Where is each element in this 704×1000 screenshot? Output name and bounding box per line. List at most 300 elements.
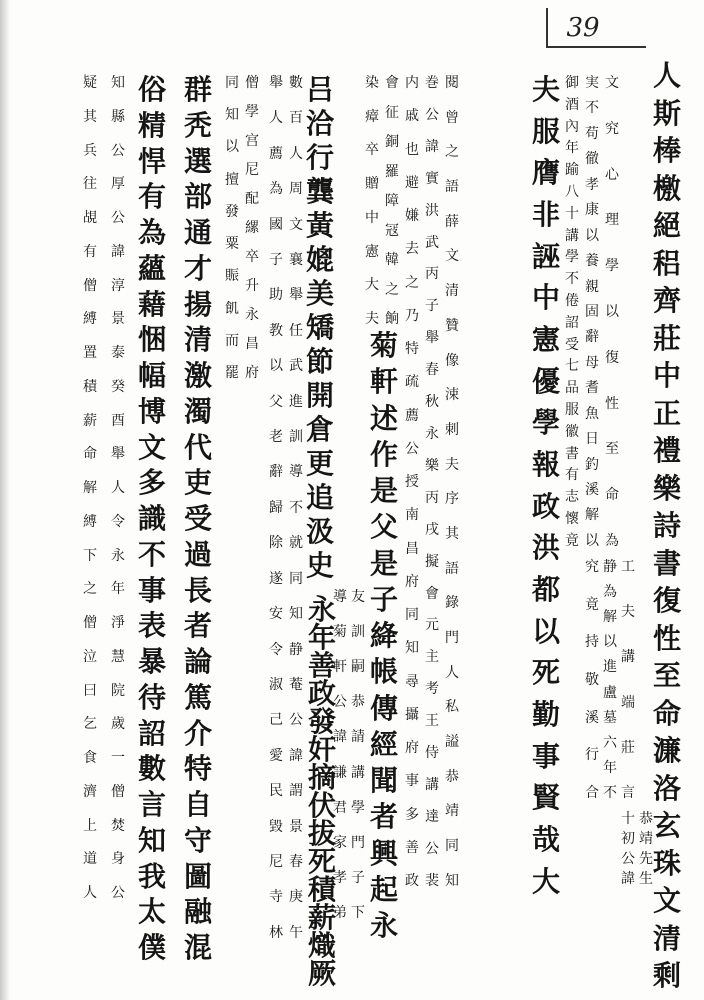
glyph: 遂 (269, 570, 283, 587)
glyph: 武 (289, 358, 303, 375)
glyph: 御 (565, 75, 579, 91)
glyph: 永 (369, 909, 398, 942)
glyph: 熾 (307, 929, 336, 962)
glyph: 春 (289, 853, 303, 870)
glyph: 知 (405, 640, 419, 657)
glyph: 事 (405, 773, 419, 790)
glyph: 激 (183, 359, 212, 392)
glyph: 俗 (137, 73, 166, 106)
glyph: 飢 (225, 300, 239, 317)
glyph: 膺 (531, 156, 560, 190)
glyph: 志 (565, 489, 579, 506)
glyph: 墓 (603, 709, 617, 726)
text-column-14 (528, 73, 564, 898)
glyph: 導 (333, 589, 347, 605)
glyph: 發 (225, 203, 239, 220)
glyph: 進 (289, 393, 303, 410)
glyph: 至 (652, 659, 681, 692)
glyph: 諱 (425, 138, 439, 155)
glyph: 幅 (137, 359, 166, 392)
glyph: 訓 (289, 429, 303, 446)
glyph: 性 (652, 621, 681, 655)
glyph: 請 (351, 729, 365, 746)
glyph: 閱 (445, 75, 459, 91)
glyph: 軒 (369, 365, 398, 399)
text-column-21 (265, 76, 287, 940)
glyph: 優 (531, 364, 560, 398)
glyph: 曾 (445, 109, 459, 126)
glyph: 薪 (307, 901, 336, 934)
text-column-24 (221, 76, 243, 380)
text-column-9 (441, 76, 463, 888)
glyph: 宫 (245, 133, 259, 149)
glyph: 慧 (111, 648, 125, 665)
glyph: 性 (605, 395, 619, 412)
glyph: 配 (245, 191, 259, 207)
glyph: 行 (305, 141, 334, 174)
glyph: 謂 (289, 783, 303, 800)
glyph: 憲 (365, 243, 379, 260)
glyph: 言 (621, 784, 635, 801)
glyph: 稆 (652, 246, 681, 280)
glyph: 勤 (531, 698, 560, 732)
glyph: 述 (369, 401, 398, 435)
text-column-27 (79, 76, 101, 900)
glyph: 錄 (445, 595, 459, 612)
glyph: 語 (445, 560, 459, 577)
glyph: 昌 (245, 336, 259, 352)
glyph: 淳 (111, 277, 125, 294)
glyph: 為 (269, 181, 283, 198)
glyph: 品 (565, 380, 579, 397)
glyph: 學 (605, 258, 619, 275)
glyph: 不 (289, 499, 303, 516)
glyph: 林 (269, 924, 283, 941)
glyph: 是 (369, 474, 398, 507)
glyph: 靖 (445, 803, 459, 820)
glyph: 年 (307, 621, 336, 654)
glyph: 中 (365, 209, 379, 226)
glyph: 年 (111, 581, 125, 598)
glyph: 文 (652, 884, 681, 917)
glyph: 染 (365, 75, 379, 91)
glyph: 通 (183, 216, 212, 249)
glyph: 七 (565, 358, 579, 375)
glyph: 十 (565, 205, 579, 222)
glyph: 辭 (269, 464, 283, 481)
glyph: 侍 (425, 745, 439, 762)
glyph: 進 (603, 659, 617, 676)
glyph: 府 (405, 740, 419, 756)
glyph: 助 (269, 287, 283, 304)
glyph: 諱 (111, 243, 125, 260)
glyph: 蘊 (137, 251, 166, 285)
glyph: 發 (307, 705, 336, 738)
glyph: 父 (369, 510, 398, 544)
glyph: 摘 (307, 761, 336, 794)
glyph: 介 (183, 716, 212, 750)
glyph: 史 (305, 549, 334, 582)
glyph: 受 (565, 336, 579, 353)
glyph: 子 (269, 252, 283, 269)
glyph: 景 (111, 311, 125, 328)
glyph: 賑 (225, 268, 239, 285)
glyph: 内 (405, 75, 419, 91)
glyph: 老 (269, 429, 283, 446)
glyph: 人 (83, 885, 97, 901)
glyph: 合 (585, 784, 599, 801)
glyph: 者 (369, 800, 398, 834)
glyph: 珠 (652, 846, 681, 880)
glyph: 不 (603, 784, 617, 801)
glyph: 特 (183, 752, 212, 786)
glyph: 正 (652, 396, 681, 430)
glyph: 斯 (652, 96, 681, 130)
glyph: 道 (83, 851, 97, 868)
glyph: 美 (305, 277, 334, 310)
glyph: 徽 (565, 423, 579, 440)
glyph: 都 (531, 573, 560, 607)
glyph: 公 (111, 142, 125, 159)
glyph: 菊 (333, 624, 347, 641)
glyph: 釣 (585, 456, 599, 473)
glyph: 藉 (137, 287, 166, 321)
glyph: 混 (183, 931, 212, 964)
glyph: 厥 (307, 957, 336, 990)
glyph: 愛 (269, 747, 283, 764)
glyph: 舉 (269, 75, 283, 91)
glyph: 公 (425, 106, 439, 123)
glyph: 年 (565, 140, 579, 157)
glyph: 身 (111, 851, 125, 868)
glyph: 魚 (585, 405, 599, 422)
glyph: 舉 (289, 287, 303, 304)
glyph: 韓 (385, 252, 399, 268)
glyph: 令 (269, 641, 283, 658)
glyph: 解 (585, 507, 599, 524)
glyph: 永 (425, 425, 439, 442)
glyph: 僧 (111, 783, 125, 800)
glyph: 軒 (333, 659, 347, 676)
glyph: 考 (425, 681, 439, 698)
glyph: 像 (445, 352, 459, 369)
glyph: 巻 (425, 75, 439, 91)
glyph: 実 (585, 75, 599, 91)
glyph: 武 (425, 234, 439, 251)
glyph: 乞 (83, 716, 97, 733)
glyph: 至 (605, 441, 619, 458)
glyph: 哉 (531, 823, 560, 857)
glyph: 言 (137, 788, 166, 821)
glyph: 溪 (585, 482, 599, 498)
glyph: 以 (603, 634, 617, 651)
glyph: 酉 (111, 412, 125, 429)
glyph: 詔 (137, 716, 166, 750)
glyph: 達 (425, 808, 439, 825)
glyph: 行 (585, 747, 599, 764)
glyph: 乃 (405, 307, 419, 324)
glyph: 知 (225, 107, 239, 124)
glyph: 理 (605, 212, 619, 229)
glyph: 絳 (369, 619, 398, 652)
glyph: 周 (289, 181, 303, 198)
glyph: 府 (405, 573, 419, 590)
glyph: 節 (305, 345, 334, 378)
glyph: 淨 (111, 615, 125, 631)
glyph: 文 (137, 430, 166, 464)
glyph: 庚 (289, 889, 303, 906)
glyph: 不 (585, 100, 599, 117)
glyph: 疑 (83, 75, 97, 91)
glyph: 服 (565, 401, 579, 418)
glyph: 精 (137, 108, 166, 142)
glyph: 端 (621, 694, 635, 711)
glyph: 論 (183, 645, 212, 678)
glyph: 以 (225, 139, 239, 156)
glyph: 人 (289, 145, 303, 162)
glyph: 導 (289, 464, 303, 481)
glyph: 静 (603, 559, 617, 575)
glyph: 以 (585, 227, 599, 244)
glyph: 王 (425, 713, 439, 730)
glyph: 倦 (565, 292, 579, 309)
text-column-2 (617, 812, 639, 886)
glyph: 恭 (445, 768, 459, 785)
glyph: 善 (405, 839, 419, 856)
glyph: 先 (639, 851, 653, 867)
text-column-20 (285, 76, 307, 940)
glyph: 中 (531, 281, 560, 315)
glyph: 群 (183, 73, 212, 106)
glyph: 同 (225, 75, 239, 91)
glyph: 攝 (405, 706, 419, 723)
glyph: 濟 (83, 783, 97, 800)
glyph: 贊 (445, 317, 459, 334)
glyph: 洛 (652, 771, 681, 805)
glyph: 竟 (565, 532, 579, 549)
glyph: 擅 (225, 171, 239, 188)
glyph: 以 (585, 532, 599, 549)
glyph: 午 (289, 924, 303, 941)
glyph: 大 (365, 277, 379, 294)
glyph: 菴 (289, 676, 303, 693)
glyph: 子 (351, 869, 365, 886)
glyph: 學 (245, 104, 259, 120)
glyph: 戌 (425, 521, 439, 538)
text-column-5 (581, 560, 603, 800)
glyph: 子 (369, 582, 398, 616)
glyph: 裴 (425, 872, 439, 889)
glyph: 征 (385, 104, 399, 121)
text-column-13 (361, 76, 383, 326)
glyph: 踰 (565, 162, 579, 179)
glyph: 冦 (385, 222, 399, 239)
glyph: 洪 (531, 531, 560, 565)
glyph: 為 (137, 216, 166, 249)
glyph: 己 (269, 712, 283, 729)
glyph: 之 (385, 281, 399, 298)
glyph: 過 (183, 537, 212, 571)
glyph: 秋 (425, 394, 439, 411)
glyph: 薦 (269, 145, 283, 162)
glyph: 罷 (225, 364, 239, 381)
glyph: 食 (83, 750, 97, 766)
glyph: 夫 (365, 310, 379, 327)
text-column-22 (180, 73, 216, 964)
glyph: 菊 (369, 329, 398, 362)
glyph: 歲 (111, 716, 125, 733)
glyph: 講 (565, 227, 579, 244)
glyph: 追 (305, 481, 334, 514)
glyph: 以 (531, 614, 560, 648)
glyph: 康 (585, 202, 599, 219)
glyph: 篤 (183, 680, 212, 714)
glyph: 政 (307, 677, 336, 710)
text-column-23 (241, 76, 263, 380)
glyph: 銅 (385, 134, 399, 150)
glyph: 家 (333, 834, 347, 851)
glyph: 太 (137, 895, 166, 929)
glyph: 表 (137, 609, 166, 643)
glyph: 僧 (83, 615, 97, 631)
glyph: 復 (652, 584, 681, 617)
text-column-8 (561, 76, 583, 548)
glyph: 兵 (83, 142, 97, 159)
glyph: 固 (585, 303, 599, 320)
glyph: 禮 (652, 434, 681, 467)
glyph: 父 (269, 393, 283, 410)
glyph: 解 (83, 480, 97, 496)
glyph: 詩 (652, 509, 681, 542)
glyph: 静 (289, 641, 303, 658)
glyph: 院 (111, 682, 125, 699)
glyph: 人 (111, 480, 125, 496)
glyph: 日 (585, 431, 599, 448)
glyph: 數 (289, 75, 303, 91)
glyph: 公 (621, 851, 635, 867)
glyph: 舉 (111, 446, 125, 463)
glyph: 永 (307, 593, 336, 626)
glyph: 吏 (183, 466, 212, 500)
glyph: 傳 (369, 691, 398, 725)
glyph: 汲 (305, 515, 334, 548)
glyph: 絕 (652, 209, 681, 242)
glyph: 授 (405, 474, 419, 490)
glyph: 孝 (333, 869, 347, 886)
glyph: 特 (405, 341, 419, 357)
glyph: 十 (621, 811, 635, 827)
glyph: 清 (652, 921, 681, 955)
glyph: 暴 (137, 645, 166, 678)
glyph: 書 (652, 546, 681, 580)
glyph: 玄 (652, 809, 681, 842)
glyph: 中 (652, 359, 681, 392)
glyph: 多 (405, 806, 419, 823)
glyph: 洪 (425, 202, 439, 219)
glyph: 下 (83, 547, 97, 564)
glyph: 襄 (289, 252, 303, 269)
glyph: 政 (531, 489, 560, 523)
glyph: 講 (621, 649, 635, 666)
glyph: 知 (445, 872, 459, 889)
text-column-11 (401, 76, 423, 888)
glyph: 心 (605, 166, 619, 183)
glyph: 丙 (425, 266, 439, 283)
glyph: 泰 (111, 345, 125, 361)
glyph: 舉 (425, 330, 439, 347)
glyph: 作 (369, 437, 398, 471)
glyph: 帳 (369, 655, 398, 689)
glyph: 文 (445, 248, 459, 265)
glyph: 升 (245, 278, 259, 294)
glyph: 永 (111, 547, 125, 564)
glyph: 更 (305, 447, 334, 480)
glyph: 莊 (621, 739, 635, 756)
glyph: 子 (425, 298, 439, 315)
glyph: 門 (351, 834, 365, 851)
glyph: 公 (111, 885, 125, 901)
glyph: 齊 (652, 284, 681, 317)
glyph: 媲 (305, 243, 334, 276)
glyph: 持 (585, 634, 599, 651)
glyph: 竟 (585, 596, 599, 613)
glyph: 公 (289, 712, 303, 729)
glyph: 洽 (305, 107, 334, 140)
glyph: 書 (565, 445, 579, 462)
glyph: 積 (83, 378, 97, 395)
glyph: 人 (652, 59, 681, 92)
glyph: 夫 (445, 456, 459, 473)
glyph: 丙 (425, 489, 439, 506)
glyph: 卒 (365, 142, 379, 159)
glyph: 棒 (652, 134, 681, 167)
glyph: 訓 (351, 624, 365, 641)
glyph: 羅 (385, 163, 399, 180)
glyph: 盧 (603, 684, 617, 701)
text-column-12 (381, 76, 403, 326)
glyph: 命 (605, 487, 619, 504)
glyph: 百 (289, 110, 303, 127)
glyph: 憲 (531, 323, 560, 357)
glyph: 縲 (245, 220, 259, 236)
glyph: 吕 (305, 73, 334, 106)
glyph: 講 (425, 776, 439, 793)
glyph: 服 (531, 114, 560, 148)
glyph: 受 (183, 502, 212, 535)
glyph: 究 (585, 559, 599, 575)
glyph: 昌 (405, 540, 419, 557)
glyph: 是 (369, 546, 398, 580)
glyph: 之 (83, 581, 97, 598)
glyph: 民 (269, 783, 283, 800)
glyph: 南 (405, 507, 419, 524)
text-column-19 (304, 593, 340, 990)
glyph: 友 (351, 589, 365, 605)
glyph: 非 (531, 198, 560, 232)
glyph: 秃 (183, 108, 212, 142)
glyph: 會 (385, 75, 399, 91)
glyph: 融 (183, 895, 212, 929)
glyph: 嗣 (351, 659, 365, 676)
glyph: 縣 (111, 108, 125, 125)
glyph: 也 (405, 141, 419, 158)
glyph: 開 (305, 379, 334, 412)
glyph: 擬 (425, 553, 439, 570)
glyph: 六 (603, 734, 617, 751)
glyph: 文 (289, 216, 303, 233)
glyph: 卒 (245, 249, 259, 265)
glyph: 工 (621, 559, 635, 575)
